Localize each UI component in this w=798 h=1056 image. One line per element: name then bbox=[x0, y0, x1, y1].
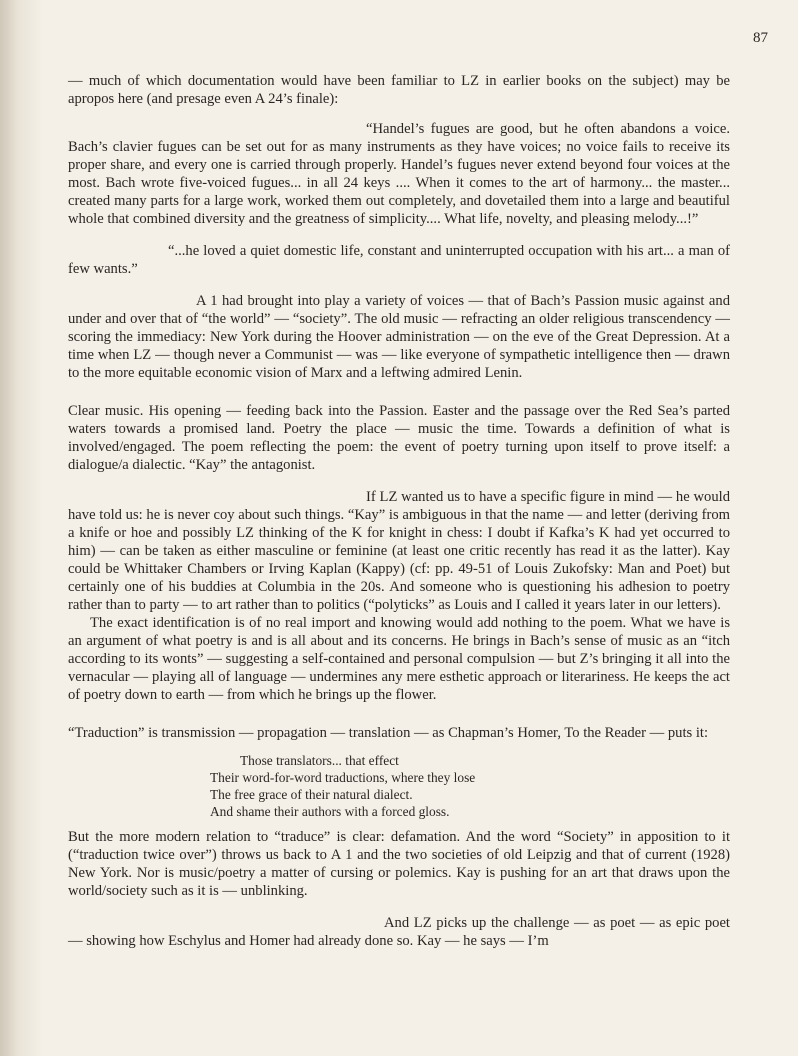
paragraph-1: — much of which documentation would have been familiar to LZ in earlier books on the subject) may be apropos here (and presage even A 24’s finale): bbox=[68, 73, 730, 107]
paragraph-traduce: But the more modern relation to “traduce” is clear: defamation. And the word “Society” in apposition to it (“traduction twice over”) throws us back to A 1 and the two societies of old Leipzig and that of current (1928) New York. Nor is music/poetry a matter of cursing or polemics. Kay is pushing for an art that draws upon the world/society such as it is — unblinking. bbox=[68, 829, 730, 899]
paragraph-identification: The exact identification is of no real import and knowing would add nothing to the poem. What we have is an argument of what poetry is and is all about and its concerns. He brings in Bach’s sense of music as an “itch according to its wonts” — suggesting a self-contained and personal compulsion — but Z’s bringing it all into the vernacular — playing all of language — undermines any mere esthetic approach or literariness. He keeps the act of poetry down to earth — from which he brings up the flower. bbox=[68, 615, 730, 703]
page-content bbox=[68, 72, 730, 950]
page-number: 87 bbox=[753, 30, 768, 46]
quote-handel-bach: “Handel’s fugues are good, but he often abandons a voice. Bach’s clavier fugues can be set out for as many instruments as they have voices; no voice fails to receive its proper share, and every one is carried through properly. Handel’s fugues never extend beyond four voices at the most. Bach wrote five-voiced fugues... in all 24 keys .... When it comes to the art of harmony... the master... created many parts for a large work, worked them out completely, and dovetailed them into a large and beautiful whole that combined diversity and the greatness of simplicity.... What life, novelty, and pleasing melody...!” bbox=[68, 121, 730, 227]
paragraph-traduction: “Traduction” is transmission — propagation — translation — as Chapman’s Homer, To the Reader — puts it: bbox=[68, 725, 709, 741]
poem-line-3: The free grace of their natural dialect. bbox=[210, 787, 413, 802]
quote-domestic-life: “...he loved a quiet domestic life, constant and uninterrupted occupation with his art... a man of few wants.” bbox=[68, 243, 730, 277]
paragraph-voices: A 1 had brought into play a variety of voices — that of Bach’s Passion music against and under and over that of “the world” — “society”. The old music — refracting an older religious transcendency — scoring the immediacy: New York during the Hoover administration — on the eve of the Great Depression. At a time when LZ — though never a Communist — was — like everyone of sympathetic intelligence then — drawn to the more equitable economic vision of Marx and a leftwing admired Lenin. bbox=[68, 293, 730, 381]
paragraph-challenge: And LZ picks up the challenge — as poet — as epic poet — showing how Eschylus and Homer had already done so. Kay — he says — I’m bbox=[68, 915, 730, 949]
poem-line-4: And shame their authors with a forced gloss. bbox=[210, 804, 450, 819]
paragraph-kay: If LZ wanted us to have a specific figure in mind — he would have told us: he is never coy about such things. “Kay” is ambiguous in that the name — and letter (deriving from a knife or hoe and possibly LZ thinking of the K for knight in chess: I doubt if Kafka’s K had yet occurred to him) — can be taken as either masculine or feminine (at least one critic recently has read it as the latter). Kay could be Whittaker Chambers or Irving Kaplan (Kappy) (cf: pp. 49-51 of Louis Zukofsky: Man and Poet) but certainly one of his buddies at Columbia in the 20s. And someone who is questioning his adhesion to poetry rather than to party — to art rather than to politics (“polyticks” as Louis and I called it years later in our letters). bbox=[68, 489, 730, 613]
poem-line-2: Their word-for-word traductions, where they lose bbox=[210, 770, 476, 785]
chapman-poem bbox=[210, 752, 730, 820]
poem-line-1: Those translators... that effect bbox=[240, 753, 399, 768]
paragraph-clear-music: Clear music. His opening — feeding back into the Passion. Easter and the passage over the Red Sea’s parted waters towards a promised land. Poetry the place — music the time. Towards a definition of what is involved/engaged. The poem reflecting the poem: the event of poetry turning upon itself to prove itself: a dialogue/a dialectic. “Kay” the antagonist. bbox=[68, 403, 730, 473]
